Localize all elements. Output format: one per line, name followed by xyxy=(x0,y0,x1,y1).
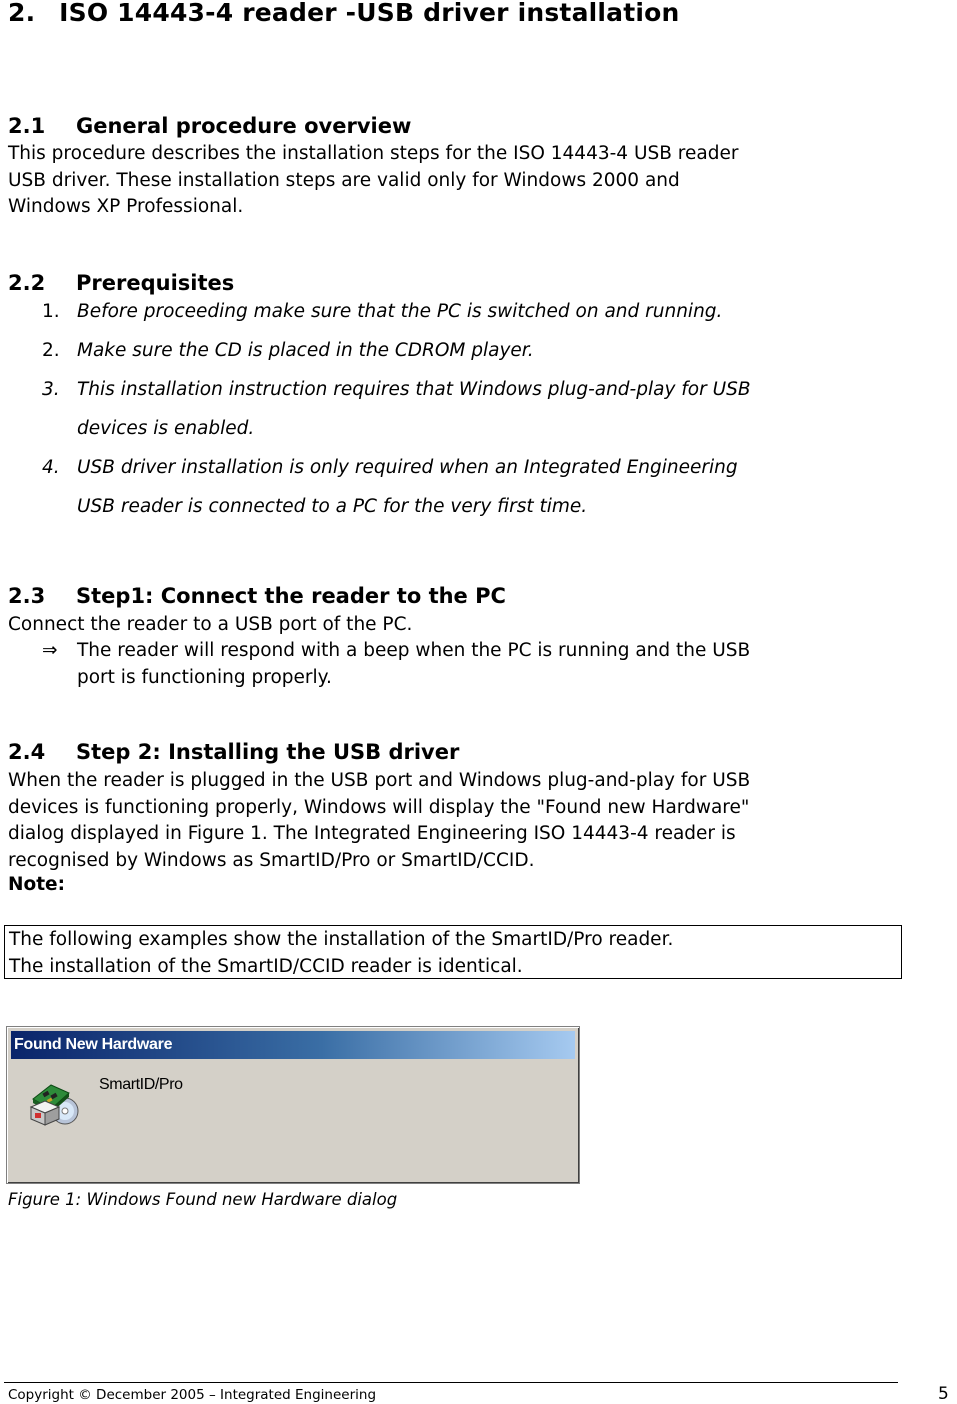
section-title: General procedure overview xyxy=(76,114,412,138)
list-item-number: 1. xyxy=(42,301,60,322)
note-box xyxy=(4,925,902,979)
overview-paragraph xyxy=(8,141,738,221)
hardware-wizard-icon xyxy=(29,1075,79,1127)
arrow-icon: ⇒ xyxy=(42,640,58,661)
device-name: SmartID/Pro xyxy=(99,1076,183,1093)
list-item-text: Make sure the CD is placed in the CDROM player. xyxy=(77,340,534,361)
list-item-text: USB driver installation is only required when an Integrated Engineering xyxy=(77,457,738,478)
paragraph-line: This procedure describes the installation steps for the ISO 14443-4 USB reader xyxy=(8,143,739,164)
install-paragraph xyxy=(8,768,750,874)
footer-copyright: Copyright © December 2005 – Integrated Engineering xyxy=(8,1387,377,1403)
footer-divider xyxy=(4,1382,898,1383)
paragraph-line: dialog displayed in Figure 1. The Integrated Engineering ISO 14443-4 reader is xyxy=(8,823,736,844)
paragraph-line: recognised by Windows as SmartID/Pro or SmartID/CCID. xyxy=(8,849,535,871)
section-title: Step 2: Installing the USB driver xyxy=(76,740,460,764)
chapter-heading xyxy=(8,0,680,27)
note-line: The following examples show the installation of the SmartID/Pro reader. xyxy=(9,929,674,950)
chapter-number: 2. xyxy=(8,0,36,27)
dialog-title: Found New Hardware xyxy=(14,1036,173,1053)
dialog-title-bar xyxy=(11,1031,575,1059)
found-new-hardware-dialog xyxy=(6,1026,580,1184)
prerequisites-list xyxy=(42,292,902,532)
chapter-title: ISO 14443-4 reader -USB driver installation xyxy=(59,0,680,27)
list-item-number: 4. xyxy=(42,457,60,478)
paragraph-line: devices is functioning properly, Windows will display the "Found new Hardware" xyxy=(8,796,750,818)
list-item-text: USB reader is connected to a PC for the very first time. xyxy=(77,496,588,517)
paragraph-line: When the reader is plugged in the USB port and Windows plug-and-play for USB xyxy=(8,770,751,791)
note-label: Note: xyxy=(8,874,65,895)
result-line: The reader will respond with a beep when the PC is running and the USB xyxy=(77,640,751,661)
section-title: Step1: Connect the reader to the PC xyxy=(76,584,506,608)
paragraph-line: Windows XP Professional. xyxy=(8,196,244,217)
paragraph-line: USB driver. These installation steps are valid only for Windows 2000 and xyxy=(8,169,680,191)
connect-result xyxy=(42,638,902,691)
section-number: 2.4 xyxy=(8,740,46,764)
section-number: 2.1 xyxy=(8,114,46,138)
section-title: Prerequisites xyxy=(76,271,235,295)
section-heading-install xyxy=(8,740,459,764)
note-line: The installation of the SmartID/CCID reader is identical. xyxy=(9,955,523,977)
figure-caption: Figure 1: Windows Found new Hardware dialog xyxy=(8,1190,398,1209)
section-number: 2.2 xyxy=(8,271,46,295)
section-number: 2.3 xyxy=(8,584,46,608)
list-item-number: 2. xyxy=(42,340,60,361)
result-line: port is functioning properly. xyxy=(77,666,332,688)
list-item-text: This installation instruction requires that Windows plug-and-play for USB xyxy=(77,379,751,400)
section-heading-connect xyxy=(8,584,506,608)
list-item-text: devices is enabled. xyxy=(77,418,255,439)
page-number: 5 xyxy=(938,1384,949,1404)
section-heading-overview xyxy=(8,114,411,138)
list-item-number: 3. xyxy=(42,379,60,400)
list-item-text: Before proceeding make sure that the PC is switched on and running. xyxy=(77,301,723,322)
connect-paragraph: Connect the reader to a USB port of the PC. xyxy=(8,614,413,635)
